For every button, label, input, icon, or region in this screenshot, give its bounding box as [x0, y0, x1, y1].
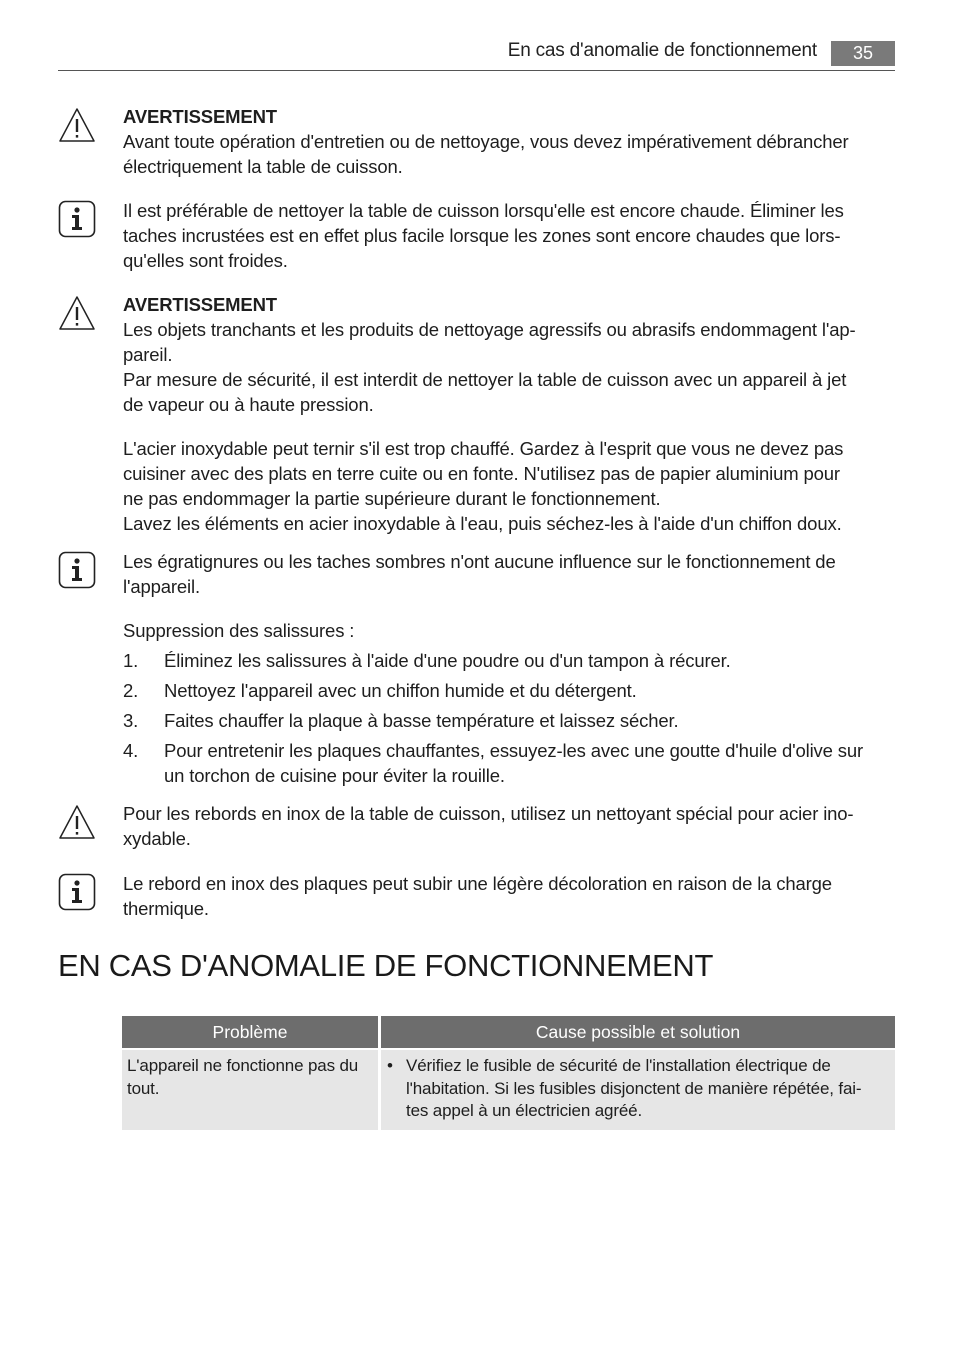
list-item-number: 4.	[123, 740, 139, 761]
table-header-problem: Problème	[122, 1016, 378, 1048]
list-item-number: 2.	[123, 680, 139, 701]
warning-block-3	[58, 801, 895, 857]
table-row	[122, 1050, 895, 1130]
warning-text-line: Avant toute opération d'entretien ou de nettoyage, vous devez impérativement débrancher	[123, 131, 849, 152]
warning-title: AVERTISSEMENT	[123, 294, 277, 315]
warning-text-line: électriquement la table de cuisson.	[123, 156, 403, 177]
info-icon	[58, 551, 96, 589]
list-item-text: Pour entretenir les plaques chauffantes, essuyez-les avec une goutte d'huile d'olive sur	[164, 740, 864, 761]
info-text-line: thermique.	[123, 898, 209, 919]
info-text-line: Il est préférable de nettoyer la table de cuisson lorsqu'elle est encore chaude. Éliminer les	[123, 200, 844, 221]
warning-text-line: de vapeur ou à haute pression.	[123, 394, 374, 415]
body-text-line: ne pas endommager la partie supérieure durant le fonctionnement.	[123, 488, 661, 509]
cell-text-line: L'appareil ne fonctionne pas du	[127, 1056, 359, 1075]
cell-text-line: tout.	[127, 1078, 160, 1098]
warning-text-line: xydable.	[123, 828, 191, 849]
warning-triangle-icon	[58, 803, 96, 841]
info-text-line: Les égratignures ou les taches sombres n'ont aucune influence sur le fonctionnement de	[123, 551, 836, 572]
page-number: 35	[831, 41, 895, 66]
list-intro: Suppression des salissures :	[123, 620, 355, 641]
info-text-line: qu'elles sont froides.	[123, 250, 288, 271]
cell-text-line: tes appel à un électricien agréé.	[406, 1101, 643, 1120]
cleaning-steps-list	[123, 648, 895, 793]
warning-block-2	[58, 292, 895, 542]
info-icon	[58, 873, 96, 911]
list-item	[123, 738, 895, 788]
info-block-3	[58, 871, 895, 927]
warning-block-1	[58, 104, 895, 184]
bullet: •	[387, 1056, 393, 1075]
body-text-line: Lavez les éléments en acier inoxydable à l'eau, puis séchez-les à l'aide d'un chiffon doux.	[123, 513, 842, 534]
warning-triangle-icon	[58, 106, 96, 144]
info-text-line: Le rebord en inox des plaques peut subir une légère décoloration en raison de la charge	[123, 873, 832, 894]
info-block-2	[58, 549, 895, 794]
info-icon	[58, 200, 96, 238]
list-item-number: 1.	[123, 650, 139, 671]
section-heading: EN CAS D'ANOMALIE DE FONCTIONNEMENT	[58, 948, 714, 983]
list-item-text: Nettoyez l'appareil avec un chiffon humide et du détergent.	[164, 680, 637, 701]
list-item-text: Faites chauffer la plaque à basse température et laissez sécher.	[164, 710, 679, 731]
info-text-line: l'appareil.	[123, 576, 200, 597]
list-item-number: 3.	[123, 710, 139, 731]
table-header-solution: Cause possible et solution	[381, 1016, 895, 1048]
info-text-line: taches incrustées est en effet plus facile lorsque les zones sont encore chaudes que lors-	[123, 225, 841, 246]
body-text-line: L'acier inoxydable peut ternir s'il est trop chauffé. Gardez à l'esprit que vous ne devez pas	[123, 438, 844, 459]
warning-text-line: Par mesure de sécurité, il est interdit de nettoyer la table de cuisson avec un appareil à jet	[123, 369, 847, 390]
list-item	[123, 708, 895, 733]
info-block-1	[58, 198, 895, 278]
warning-text-line: Les objets tranchants et les produits de nettoyage agressifs ou abrasifs endommagent l'ap-	[123, 319, 856, 340]
running-header-title: En cas d'anomalie de fonctionnement	[507, 40, 817, 61]
list-item-text: un torchon de cuisine pour éviter la rouille.	[164, 765, 505, 786]
list-item	[123, 648, 895, 673]
body-text-line: cuisiner avec des plats en terre cuite ou en fonte. N'utilisez pas de papier aluminium pour	[123, 463, 840, 484]
table-header-row	[122, 1016, 895, 1048]
troubleshooting-table	[122, 1016, 895, 1130]
warning-title: AVERTISSEMENT	[123, 106, 277, 127]
list-item-text: Éliminez les salissures à l'aide d'une poudre ou d'un tampon à récurer.	[164, 650, 731, 671]
warning-text-line: Pour les rebords en inox de la table de cuisson, utilisez un nettoyant spécial pour acier ino-	[123, 803, 854, 824]
cell-text-line: l'habitation. Si les fusibles disjonctent de manière répétée, fai-	[406, 1078, 862, 1098]
cell-text-line: Vérifiez le fusible de sécurité de l'installation électrique de	[406, 1056, 831, 1075]
table-cell-problem	[122, 1050, 378, 1130]
list-item	[123, 678, 895, 703]
warning-text-line: pareil.	[123, 344, 173, 365]
page-header	[58, 38, 895, 71]
table-cell-solution	[381, 1050, 895, 1130]
warning-triangle-icon	[58, 294, 96, 332]
